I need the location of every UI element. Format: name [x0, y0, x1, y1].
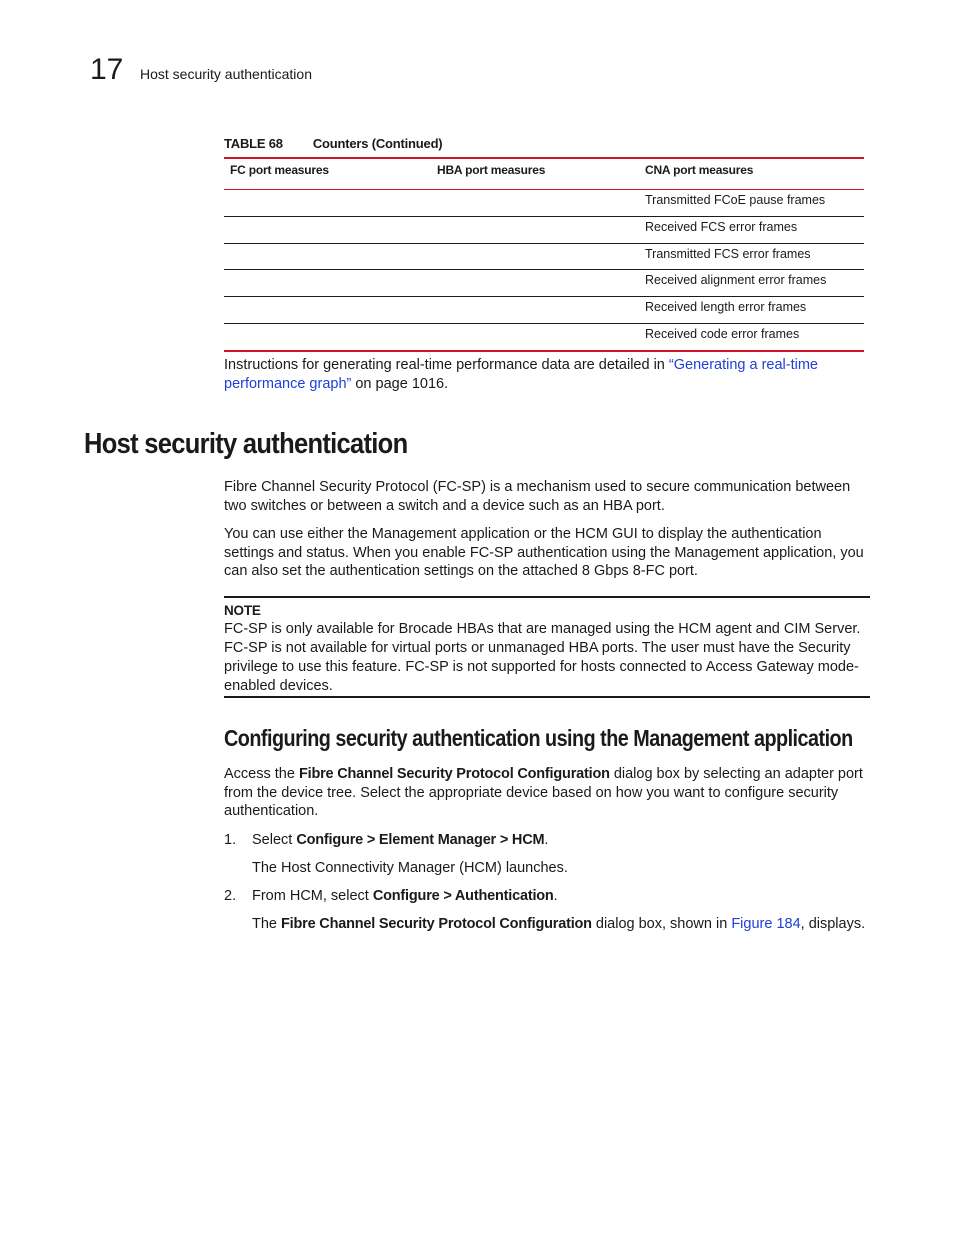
step-2: [252, 887, 558, 905]
result-text-end: , displays.: [800, 916, 866, 932]
table-cell: Received alignment error frames: [639, 270, 864, 297]
intro-text: Access the: [224, 766, 299, 782]
section-paragraph-2: You can use either the Management application or the HCM GUI to display the authentication settings and status. When you enable FC-SP authentication using the Management application, you can also set the authentication settings on the attached 8 Gbps 8-FC port.: [224, 526, 864, 580]
table-row: [224, 323, 864, 350]
step-text: Select: [252, 832, 297, 848]
running-header-title: Host security authentication: [140, 66, 312, 82]
subsection-intro: [224, 765, 864, 821]
note-text: FC-SP is only available for Brocade HBAs that are managed using the HCM agent and CIM Server. FC-SP is not available for virtual ports or unmanaged HBA ports. The user must have the Security privilege to use this feature. FC-SP is not supported for hosts connected to Access Gateway mode-enabled devices.: [224, 621, 861, 694]
table-cell: Received FCS error frames: [639, 216, 864, 243]
table-cell: [431, 297, 639, 324]
step-1: [252, 831, 548, 849]
table-header-row: [224, 158, 864, 190]
table-cell: [224, 323, 431, 350]
table-cell: [431, 270, 639, 297]
table-cell: [224, 270, 431, 297]
performance-graph-link[interactable]: “Generating a real-time performance graph”: [224, 357, 818, 392]
intro-text-rest: dialog box by selecting an adapter port from the device tree. Select the appropriate device based on how you want to configure security authentication.: [224, 766, 863, 820]
instructions-text: Instructions for generating real-time performance data are detailed in: [224, 357, 669, 373]
step-menu-path: Configure > Authentication: [372, 888, 554, 904]
result-text: The: [252, 916, 282, 932]
section-paragraph-1: Fibre Channel Security Protocol (FC-SP) is a mechanism used to secure communication between two switches or between a switch and a device such as an HBA port.: [224, 479, 851, 514]
step-1-result: The Host Connectivity Manager (HCM) launches.: [252, 860, 568, 876]
column-header-fc: FC port measures: [224, 158, 431, 190]
instructions-page-ref: on page 1016.: [351, 375, 449, 392]
table-cell: [431, 190, 639, 217]
table-caption: [224, 136, 442, 151]
instructions-paragraph: [224, 356, 864, 393]
table-row: [224, 216, 864, 243]
table-row: [224, 243, 864, 270]
step-2-result: [252, 915, 865, 933]
step-text-end: .: [553, 888, 558, 904]
note-label: NOTE: [224, 603, 261, 618]
section-heading: Host security authentication: [84, 428, 408, 460]
column-header-hba: HBA port measures: [431, 158, 639, 190]
table-cell: [431, 216, 639, 243]
step-text: From HCM, select: [252, 888, 373, 904]
table-cell: [431, 243, 639, 270]
table-row: [224, 270, 864, 297]
table-cell: [431, 323, 639, 350]
counters-table: [224, 157, 864, 352]
step-number: 2.: [224, 888, 237, 904]
figure-184-link[interactable]: Figure 184: [731, 916, 801, 932]
subsection-heading: Configuring security authentication using the Management application: [224, 725, 853, 751]
table-row: [224, 297, 864, 324]
table-cell: [224, 190, 431, 217]
step-menu-path: Configure > Element Manager > HCM: [296, 832, 545, 848]
table-title: Counters (Continued): [312, 136, 443, 151]
table-row: [224, 190, 864, 217]
result-text-middle: dialog box, shown in: [591, 916, 732, 932]
table-label: TABLE 68: [224, 136, 283, 151]
table-cell: Transmitted FCS error frames: [639, 243, 864, 270]
step-text-end: .: [544, 832, 549, 848]
step-number: 1.: [224, 832, 237, 848]
table-cell: Received code error frames: [639, 323, 864, 350]
note-box: [224, 596, 870, 698]
table-cell: [224, 243, 431, 270]
chapter-number: 17: [90, 53, 124, 86]
table-cell: Received length error frames: [639, 297, 864, 324]
intro-dialog-name: Fibre Channel Security Protocol Configuration: [298, 766, 610, 782]
table-cell: Transmitted FCoE pause frames: [639, 190, 864, 217]
result-dialog-name: Fibre Channel Security Protocol Configuration: [281, 916, 592, 932]
column-header-cna: CNA port measures: [639, 158, 864, 190]
table-cell: [224, 297, 431, 324]
table-cell: [224, 216, 431, 243]
